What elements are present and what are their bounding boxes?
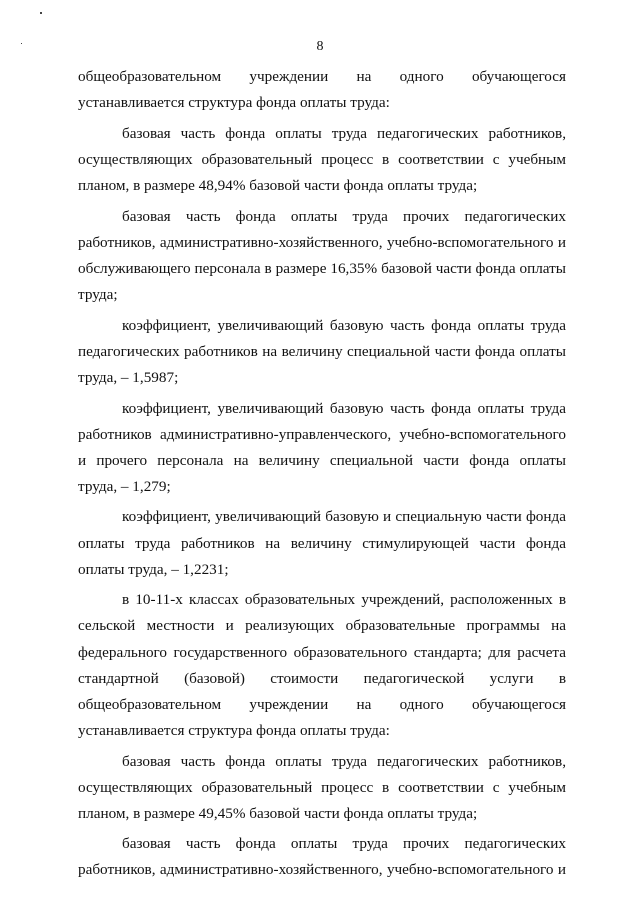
text-line: общеобразовательном учреждении на одного обучающегося bbox=[78, 68, 566, 85]
text-line: работников, административно-хозяйственного, учебно-вспомогательного и bbox=[78, 861, 566, 879]
text-line: планом, в размере 49,45% базовой части фонда оплаты труда; bbox=[78, 804, 478, 822]
document-body bbox=[78, 64, 566, 884]
text-line: коэффициент, увеличивающий базовую часть фонда оплаты труда bbox=[122, 399, 566, 417]
text-line: коэффициент, увеличивающий базовую часть фонда оплаты труда bbox=[122, 316, 566, 334]
text-line: стандартной (базовой) стоимости педагогической услуги в bbox=[78, 669, 566, 687]
text-line: работников административно-управленческого, учебно-вспомогательного bbox=[78, 425, 566, 443]
text-line: устанавливается структура фонда оплаты труда: bbox=[78, 94, 390, 112]
text-line: труда; bbox=[78, 285, 118, 303]
page-number: 8 bbox=[316, 39, 324, 54]
text-line: планом, в размере 48,94% базовой части фонда оплаты труда; bbox=[78, 176, 478, 194]
text-line: оплаты труда, – 1,2231; bbox=[78, 560, 229, 578]
text-line: в 10-11-х классах образовательных учреждений, расположенных в bbox=[122, 591, 566, 609]
text-line: работников, административно-хозяйственного, учебно-вспомогательного и bbox=[78, 233, 566, 251]
text-line: педагогических работников на величину специальной части фонда оплаты bbox=[78, 342, 566, 360]
text-line: базовая часть фонда оплаты труда прочих педагогических bbox=[122, 207, 566, 225]
text-line: устанавливается структура фонда оплаты труда: bbox=[78, 721, 390, 739]
text-line: базовая часть фонда оплаты труда педагогических работников, bbox=[122, 124, 566, 142]
text-line: труда, – 1,279; bbox=[78, 477, 171, 495]
text-line: труда, – 1,5987; bbox=[78, 368, 179, 386]
text-line: коэффициент, увеличивающий базовую и специальную части фонда bbox=[122, 508, 566, 526]
text-line: оплаты труда работников на величину стимулирующей части фонда bbox=[78, 534, 566, 552]
text-line: осуществляющих образовательный процесс в соответствии с учебным bbox=[78, 778, 566, 796]
text-line: обслуживающего персонала в размере 16,35% базовой части фонда оплаты bbox=[78, 259, 566, 277]
text-line: сельской местности и реализующих образовательные программы на bbox=[78, 617, 566, 635]
text-line: общеобразовательном учреждении на одного обучающегося bbox=[78, 695, 566, 713]
text-line: федерального государственного образовательного стандарта; для расчета bbox=[78, 643, 566, 661]
text-line: базовая часть фонда оплаты труда педагогических работников, bbox=[122, 752, 566, 770]
scan-speck bbox=[40, 12, 42, 14]
text-line: базовая часть фонда оплаты труда прочих педагогических bbox=[122, 835, 566, 853]
text-line: и прочего персонала на величину специальной части фонда оплаты bbox=[78, 451, 566, 469]
text-line: осуществляющих образовательный процесс в соответствии с учебным bbox=[78, 150, 566, 168]
